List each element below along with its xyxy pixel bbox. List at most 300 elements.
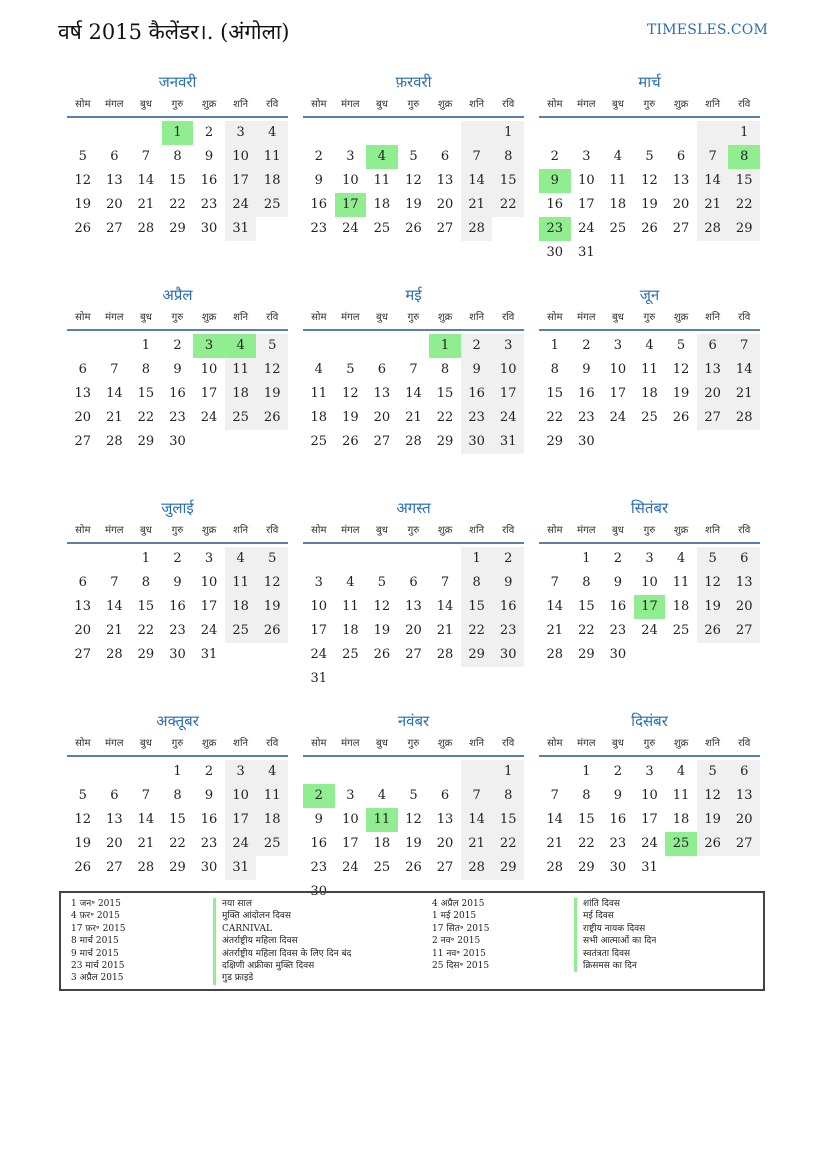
day-cell: 17 [492,382,524,406]
month-name: जनवरी [158,73,197,91]
day-cell: 31 [225,217,257,241]
day-cell: 20 [436,836,454,851]
day-cell: 26 [74,221,92,236]
holiday-row [432,960,753,972]
holiday-date: 4 फ़र॰ 2015 [71,911,120,922]
empty-day-cell [303,121,335,145]
weekday-label: गुरु [171,525,184,536]
day-cell: 4 [346,575,355,590]
day-grid [303,334,524,454]
day-cell: 8 [582,575,591,590]
day-cell: 13 [74,386,92,401]
holiday-date: 8 मार्च 2015 [71,936,119,947]
holiday-list-left [71,898,392,985]
day-grid [539,547,760,667]
day-cell: 3 [314,575,323,590]
holiday-date: 2 नव॰ 2015 [432,936,481,947]
day-cell: 23 [169,410,186,425]
weekday-header [303,94,524,118]
day-cell: 15 [436,386,454,401]
month-calendar [67,496,288,709]
day-cell: 6 [440,788,450,803]
day-cell: 9 [314,173,323,188]
day-cell: 30 [461,430,493,454]
day-cell: 8 [461,571,493,595]
holiday-row [71,948,392,960]
day-cell: 6 [377,362,387,377]
month-calendar [539,70,760,283]
day-cell: 19 [74,836,92,851]
day-cell: 14 [697,169,729,193]
day-cell: 2 [204,764,214,779]
holiday-day-cell: 8 [728,145,760,169]
weekday-header [67,520,288,544]
day-cell: 7 [550,575,559,590]
day-cell: 19 [256,595,288,619]
day-grid [67,121,288,241]
day-cell: 25 [256,193,288,217]
day-cell: 3 [346,788,355,803]
weekday-label: गुरु [171,738,184,749]
holiday-name: क्रिसमस का दिन [574,960,637,972]
day-cell: 20 [106,836,123,851]
day-cell: 17 [342,836,359,851]
weekday-label: शुक्र [673,312,689,323]
holiday-name: दक्षिणी अफ्रीका मुक्ति दिवस [213,960,314,972]
day-cell: 23 [310,860,328,875]
empty-day-cell [335,334,367,358]
weekday-label: सोम [311,312,327,323]
weekday-label: शुक्र [437,312,453,323]
holiday-name: शांति दिवस [574,898,620,910]
day-cell: 30 [609,860,627,875]
empty-day-cell [539,760,571,784]
weekday-label: रवि [738,99,751,110]
day-cell: 19 [405,836,422,851]
day-cell: 20 [672,197,690,212]
day-cell: 25 [373,221,391,236]
day-cell: 24 [609,410,627,425]
day-cell: 22 [578,623,595,638]
day-cell: 1 [550,338,559,353]
empty-day-cell [665,121,697,145]
day-cell: 16 [578,386,595,401]
month-name: अक्तूबर [156,712,199,730]
day-grid [67,334,288,454]
month-name: मार्च [638,73,661,91]
day-cell: 30 [200,221,218,236]
day-cell: 1 [461,547,493,571]
day-cell: 10 [492,358,524,382]
day-cell: 22 [728,193,760,217]
empty-day-cell [99,760,131,784]
day-cell: 1 [492,121,524,145]
day-cell: 12 [373,599,391,614]
day-cell: 10 [609,362,627,377]
day-cell: 6 [440,149,450,164]
weekday-header [539,94,760,118]
day-cell: 26 [641,221,658,236]
day-cell: 20 [373,410,391,425]
day-cell: 4 [676,551,686,566]
holiday-date: 3 अप्रैल 2015 [71,973,124,984]
day-cell: 18 [672,599,690,614]
day-cell: 5 [409,788,418,803]
holiday-date: 23 मार्च 2015 [71,960,125,971]
day-cell: 8 [173,149,182,164]
day-cell: 14 [106,599,123,614]
empty-day-cell [539,121,571,145]
day-cell: 9 [461,358,493,382]
day-grid [303,760,524,904]
day-cell: 5 [697,760,729,784]
weekday-label: सोम [547,99,563,110]
day-cell: 12 [256,358,288,382]
holiday-day-cell: 1 [162,121,194,145]
empty-day-cell [366,121,398,145]
weekday-label: बुध [611,525,624,536]
day-cell: 25 [225,406,257,430]
day-cell: 10 [225,784,257,808]
day-cell: 8 [141,575,151,590]
day-cell: 17 [641,812,658,827]
day-cell: 26 [697,619,729,643]
weekday-label: सोम [547,525,563,536]
weekday-label: गुरु [643,99,656,110]
weekday-label: मंगल [577,312,596,323]
weekday-label: बुध [139,312,152,323]
day-cell: 7 [141,788,151,803]
day-cell: 30 [169,434,186,449]
holiday-name: गुड फ्राइडे [213,972,253,984]
day-cell: 28 [728,406,760,430]
day-cell: 4 [256,121,288,145]
day-cell: 29 [169,860,186,875]
day-cell: 18 [310,410,328,425]
holiday-row [71,960,392,972]
weekday-label: सोम [547,738,563,749]
day-cell: 20 [405,623,422,638]
holiday-row [71,910,392,922]
day-cell: 23 [200,836,218,851]
day-cell: 14 [728,358,760,382]
day-cell: 24 [578,221,595,236]
day-cell: 28 [137,221,155,236]
day-cell: 17 [200,386,218,401]
empty-day-cell [335,547,367,571]
weekday-label: मंगल [105,312,124,323]
day-cell: 8 [141,362,151,377]
month-calendar [539,496,760,709]
day-cell: 28 [697,217,729,241]
day-cell: 28 [546,647,564,662]
day-cell: 11 [609,173,627,188]
day-cell: 2 [550,149,559,164]
day-cell: 13 [74,599,92,614]
weekday-label: शनि [469,525,485,536]
day-cell: 1 [173,764,182,779]
day-cell: 15 [546,386,564,401]
year-calendar-grid [67,70,761,922]
weekday-label: गुरु [171,312,184,323]
holiday-date: 9 मार्च 2015 [71,948,119,959]
day-cell: 11 [256,145,288,169]
holiday-day-cell: 23 [539,217,571,241]
day-cell: 10 [641,575,658,590]
day-cell: 29 [461,643,493,667]
day-cell: 25 [641,410,658,425]
day-cell: 19 [405,197,422,212]
weekday-header [303,733,524,757]
weekday-header [67,733,288,757]
day-cell: 19 [74,197,92,212]
empty-day-cell [429,121,461,145]
day-cell: 20 [728,808,760,832]
day-cell: 10 [641,788,658,803]
day-cell: 6 [78,575,87,590]
day-cell: 10 [342,173,359,188]
day-cell: 11 [310,386,328,401]
day-cell: 10 [342,812,359,827]
day-cell: 22 [461,619,493,643]
day-cell: 14 [106,386,123,401]
day-cell: 7 [697,145,729,169]
holiday-name: नया साल [213,898,252,910]
day-cell: 27 [74,647,92,662]
day-cell: 11 [373,173,391,188]
day-cell: 7 [461,145,493,169]
weekday-header [303,307,524,331]
day-cell: 31 [492,430,524,454]
day-cell: 18 [373,197,391,212]
month-name: नवंबर [397,712,430,730]
day-cell: 13 [106,173,123,188]
day-cell: 24 [342,221,359,236]
day-cell: 5 [346,362,355,377]
weekday-label: बुध [611,312,624,323]
day-cell: 14 [436,599,454,614]
day-grid [303,121,524,241]
holiday-day-cell: 1 [429,334,461,358]
day-cell: 27 [106,221,123,236]
day-cell: 12 [697,571,729,595]
month-name: अगस्त [396,499,431,517]
day-cell: 12 [342,386,359,401]
day-cell: 31 [310,671,328,686]
day-cell: 2 [492,547,524,571]
day-cell: 16 [310,836,328,851]
day-cell: 2 [204,125,214,140]
day-cell: 12 [641,173,658,188]
weekday-label: मंगल [341,738,360,749]
empty-day-cell [398,334,430,358]
day-cell: 23 [578,410,595,425]
weekday-label: मंगल [105,99,124,110]
day-cell: 28 [405,434,422,449]
month-calendar [303,283,524,496]
empty-day-cell [67,334,99,358]
day-cell: 28 [546,860,564,875]
day-cell: 9 [204,149,214,164]
day-cell: 7 [110,575,119,590]
day-cell: 30 [169,647,186,662]
day-cell: 5 [78,149,87,164]
holiday-name: राष्ट्रीय नायक दिवस [574,923,645,935]
day-cell: 15 [137,386,155,401]
day-cell: 27 [697,406,729,430]
day-cell: 25 [609,221,627,236]
day-grid [539,760,760,880]
weekday-label: बुध [375,312,388,323]
day-grid [67,547,288,667]
day-cell: 5 [409,149,418,164]
holiday-row [71,898,392,910]
weekday-label: शनि [233,525,249,536]
day-cell: 17 [225,169,257,193]
day-cell: 19 [697,808,729,832]
day-cell: 15 [137,599,155,614]
weekday-label: सोम [311,738,327,749]
holiday-row [71,923,392,935]
weekday-label: मंगल [341,525,360,536]
weekday-label: शुक्र [201,525,217,536]
day-cell: 22 [137,410,155,425]
day-cell: 4 [377,788,387,803]
day-cell: 13 [373,386,391,401]
holiday-row [432,923,753,935]
empty-day-cell [335,760,367,784]
page-title: वर्ष 2015 कैलेंडर।. (अंगोला) [58,20,290,44]
day-cell: 16 [609,599,627,614]
day-cell: 23 [609,623,627,638]
month-calendar [67,70,288,283]
empty-day-cell [99,334,131,358]
weekday-header [539,520,760,544]
day-cell: 30 [492,643,524,667]
empty-day-cell [429,760,461,784]
month-name: सितंबर [630,499,669,517]
day-cell: 22 [169,836,186,851]
day-cell: 7 [440,575,450,590]
empty-day-cell [366,334,398,358]
holiday-row [432,898,753,910]
weekday-label: रवि [266,312,279,323]
day-cell: 22 [578,836,595,851]
day-cell: 9 [582,362,591,377]
day-cell: 22 [436,410,454,425]
day-cell: 15 [728,169,760,193]
day-cell: 8 [550,362,559,377]
weekday-label: गुरु [407,525,420,536]
day-cell: 6 [728,760,760,784]
weekday-header [539,733,760,757]
empty-day-cell [571,121,603,145]
day-cell: 12 [74,812,92,827]
day-cell: 16 [609,812,627,827]
month-calendar [303,70,524,283]
day-cell: 15 [578,599,595,614]
day-cell: 24 [310,647,328,662]
day-cell: 15 [169,173,186,188]
day-cell: 10 [310,599,328,614]
day-cell: 24 [641,836,658,851]
day-cell: 22 [137,623,155,638]
day-cell: 13 [436,812,454,827]
day-cell: 26 [256,619,288,643]
weekday-label: शनि [469,99,485,110]
empty-day-cell [366,547,398,571]
day-cell: 21 [461,193,493,217]
empty-day-cell [697,121,729,145]
day-cell: 5 [645,149,654,164]
day-cell: 21 [106,410,123,425]
day-cell: 5 [697,547,729,571]
day-cell: 16 [310,197,328,212]
day-cell: 13 [728,571,760,595]
weekday-label: गुरु [171,99,184,110]
holiday-row [432,910,753,922]
weekday-label: बुध [375,738,388,749]
weekday-label: गुरु [407,99,420,110]
day-cell: 28 [461,217,493,241]
day-cell: 10 [200,362,218,377]
weekday-label: शनि [233,738,249,749]
weekday-label: शनि [705,99,721,110]
day-cell: 27 [405,647,422,662]
weekday-header [539,307,760,331]
day-cell: 29 [492,856,524,880]
day-cell: 26 [256,406,288,430]
day-cell: 25 [225,619,257,643]
day-cell: 8 [492,784,524,808]
day-cell: 2 [613,764,623,779]
day-cell: 24 [225,193,257,217]
day-cell: 26 [697,832,729,856]
empty-day-cell [99,547,131,571]
day-cell: 3 [225,760,257,784]
day-cell: 11 [672,788,690,803]
day-cell: 1 [728,121,760,145]
day-cell: 4 [676,764,686,779]
weekday-label: बुध [139,525,152,536]
day-cell: 12 [405,812,422,827]
weekday-label: सोम [547,312,563,323]
day-cell: 29 [546,434,564,449]
weekday-label: सोम [75,738,91,749]
day-cell: 2 [613,551,623,566]
holiday-date: 11 नव॰ 2015 [432,948,486,959]
holiday-name: अंतर्राष्ट्रीय महिला दिवस [213,935,298,947]
day-cell: 6 [110,788,119,803]
site-link[interactable]: TIMESLES.COM [647,22,768,38]
weekday-label: रवि [266,525,279,536]
weekday-label: मंगल [577,738,596,749]
empty-day-cell [398,547,430,571]
day-cell: 2 [461,334,493,358]
day-cell: 15 [492,169,524,193]
weekday-label: शुक्र [673,525,689,536]
day-cell: 3 [613,338,623,353]
day-cell: 8 [173,788,182,803]
holiday-day-cell: 4 [366,145,398,169]
holiday-date: 17 सित॰ 2015 [432,923,490,934]
day-cell: 5 [377,575,387,590]
weekday-label: मंगल [105,525,124,536]
day-cell: 9 [173,362,182,377]
empty-day-cell [398,760,430,784]
day-cell: 7 [461,784,493,808]
day-cell: 1 [582,764,591,779]
